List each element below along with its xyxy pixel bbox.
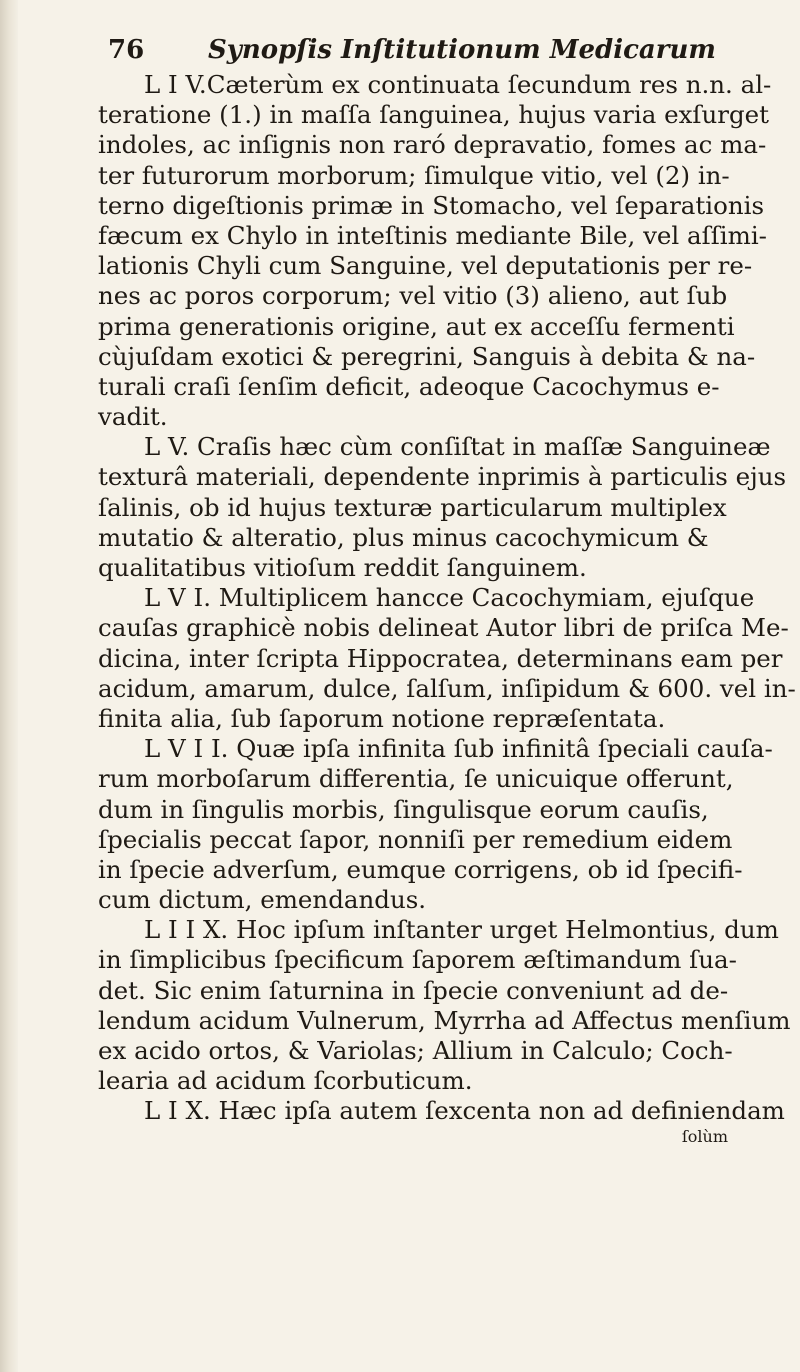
text-line: vadit.	[98, 402, 168, 432]
text-line: terno digeſtionis primæ in Stomacho, vel ſeparationis	[98, 190, 765, 220]
text-line: lationis Chyli cum Sanguine, vel deputationis per re-	[98, 251, 753, 281]
text-line: ex acido ortos, & Variolas; Allium in Calculo; Coch-	[98, 1036, 733, 1065]
paragraph	[98, 583, 796, 734]
paragraph	[98, 734, 773, 915]
text-line: rum morboſarum differentia, ſe unicuique offerunt,	[98, 764, 734, 794]
page-gutter-shadow	[0, 0, 18, 1372]
text-line: dicina, inter ſcripta Hippocratea, determinans eam per	[98, 643, 783, 673]
text-line: dum in ſingulis morbis, ſingulisque eorum cauſis,	[98, 794, 709, 824]
text-line: nes ac poros corporum; vel vitio (3) alieno, aut ſub	[98, 281, 728, 311]
text-line: L I I X. Hoc ipſum inſtanter urget Helmontius, dum	[144, 915, 779, 945]
text-line: ſalinis, ob id hujus texturæ particularum multiplex	[98, 492, 727, 522]
text-line: mutatio & alteratio, plus minus cacochymicum &	[98, 522, 709, 552]
text-line: turali craſi ſenſim deficit, adeoque Cacochymus e-	[98, 371, 720, 401]
text-line: det. Sic enim ſaturnina in ſpecie conveniunt ad de-	[98, 975, 729, 1005]
page-number: 76	[108, 35, 145, 65]
text-line: indoles, ac inſignis non raró depravatio, fomes ac ma-	[98, 130, 767, 160]
text-line: prima generationis origine, aut ex acceſſu fermenti	[98, 311, 735, 341]
text-line: learia ad acidum ſcorbuticum.	[98, 1066, 473, 1096]
text-line: lendum acidum Vulnerum, Myrrha ad Affectus menſium	[98, 1005, 791, 1035]
text-line: ſpecialis peccat ſapor, nonniſi per remedium eidem	[98, 824, 733, 854]
text-line: acidum, amarum, dulce, ſalſum, inſipidum & 600. vel in-	[98, 673, 796, 703]
text-line: ter futurorum morborum; ſimulque vitio, vel (2) in-	[98, 160, 730, 190]
text-line: L I V.Cæterùm ex continuata ſecundum res n.n. al-	[144, 70, 772, 99]
text-line: finita alia, ſub ſaporum notione repræſentata.	[98, 703, 666, 733]
text-line: L I X. Hæc ipſa autem ſexcenta non ad definiendam	[144, 1096, 785, 1126]
text-line: fæcum ex Chylo in inteſtinis mediante Bile, vel aſſimi-	[98, 220, 767, 250]
text-line: in ſpecie adverſum, eumque corrigens, ob id ſpecifi-	[98, 854, 743, 884]
book-page	[98, 30, 796, 1350]
text-line: teratione (1.) in maſſa ſanguinea, hujus varia exſurget	[98, 100, 770, 130]
text-line: cum dictum, emendandus.	[98, 885, 427, 915]
text-line: L V. Craſis hæc cùm conſiſtat in maſſæ Sanguineæ	[144, 432, 771, 462]
text-line: cùjuſdam exotici & peregrini, Sanguis à debita & na-	[98, 341, 756, 371]
text-line: cauſas graphicè nobis delineat Autor libri de priſca Me-	[98, 613, 789, 643]
text-line: qualitatibus vitioſum reddit ſanguinem.	[98, 553, 587, 582]
text-line: L V I. Multiplicem hancce Cacochymiam, ejuſque	[144, 583, 755, 613]
paragraph	[98, 432, 787, 583]
paragraph	[98, 1096, 785, 1126]
paragraph	[98, 70, 772, 432]
catchword: ſolùm	[681, 1126, 728, 1146]
text-line: texturâ materiali, dependente inprimis à particulis ejus	[98, 462, 787, 492]
paragraph	[98, 915, 791, 1096]
running-head	[98, 30, 758, 70]
text-line: L V I I. Quæ ipſa infinita ſub infinitâ ſpeciali cauſa-	[144, 734, 773, 764]
running-title: Synopſis Inſtitutionum Medicarum	[208, 35, 716, 65]
text-line: in ſimplicibus ſpecificum ſaporem æſtimandum ſua-	[98, 945, 737, 975]
body-text	[98, 70, 796, 1127]
